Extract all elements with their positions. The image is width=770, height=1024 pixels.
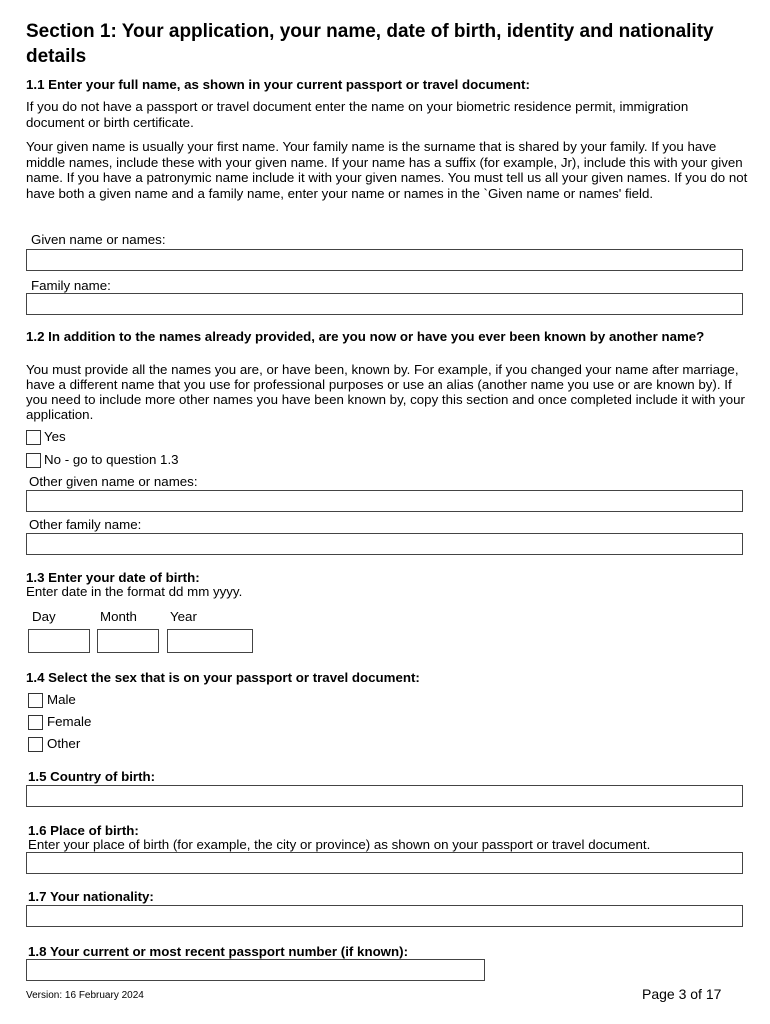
yes-option-label: Yes [44, 429, 66, 444]
other-given-name-label: Other given name or names: [29, 474, 198, 489]
given-name-label: Given name or names: [31, 232, 166, 247]
no-option-label: No - go to question 1.3 [44, 452, 179, 467]
sex-female-checkbox[interactable] [28, 715, 43, 730]
sex-other-checkbox[interactable] [28, 737, 43, 752]
page-number: Page 3 of 17 [642, 986, 722, 1002]
question-1-1-title: 1.1 Enter your full name, as shown in your current passport or travel document: [26, 77, 530, 92]
year-label: Year [170, 609, 197, 624]
nationality-field[interactable] [26, 905, 743, 927]
family-name-label: Family name: [31, 278, 111, 293]
question-1-2-paragraph: You must provide all the names you are, or have been, known by. For example, if you changed your name after marriage, have a different name that you use for professional purposes or use an alias (another name you use or are known by). If you need to include more other names you have been known by, copy this section and once completed include it with your application. [26, 362, 745, 422]
given-name-field[interactable] [26, 249, 743, 271]
question-1-2-title: 1.2 In addition to the names already provided, are you now or have you ever been known by another name? [26, 329, 705, 344]
family-name-field[interactable] [26, 293, 743, 315]
question-1-3-title: 1.3 Enter your date of birth: [26, 570, 200, 585]
section-title: Section 1: Your application, your name, date of birth, identity and nationality details [26, 21, 714, 67]
sex-other-label: Other [47, 736, 81, 751]
question-1-6-title: 1.6 Place of birth: [28, 823, 139, 838]
place-of-birth-field[interactable] [26, 852, 743, 874]
question-1-5-title: 1.5 Country of birth: [28, 769, 156, 784]
country-of-birth-field[interactable] [26, 785, 743, 807]
birth-day-field[interactable] [28, 629, 90, 653]
sex-male-label: Male [47, 692, 76, 707]
known-by-other-name-no-checkbox[interactable] [26, 453, 41, 468]
passport-number-field[interactable] [26, 959, 485, 981]
question-1-7-title: 1.7 Your nationality: [28, 889, 154, 904]
question-1-1-paragraph-1: If you do not have a passport or travel document enter the name on your biometric residence permit, immigration document or birth certificate. [26, 99, 689, 130]
other-given-name-field[interactable] [26, 490, 743, 512]
other-family-name-field[interactable] [26, 533, 743, 555]
other-family-name-label: Other family name: [29, 517, 142, 532]
question-1-1-paragraph-2: Your given name is usually your first name. Your family name is the surname that is shared by your family. If you have middle names, include these with your given name. If your name has a suffix (for example, Jr), include this with your given name. If you have a patronymic name include it with your given names. You must tell us all your given names. If you do not have both a given name and a family name, enter your name or names in the `Given name or names' field. [26, 139, 748, 201]
birth-year-field[interactable] [167, 629, 253, 653]
question-1-8-title: 1.8 Your current or most recent passport number (if known): [28, 944, 409, 959]
day-label: Day [32, 609, 56, 624]
birth-month-field[interactable] [97, 629, 159, 653]
version-text: Version: 16 February 2024 [26, 990, 144, 1001]
month-label: Month [100, 609, 137, 624]
sex-female-label: Female [47, 714, 92, 729]
date-format-hint: Enter date in the format dd mm yyyy. [26, 584, 243, 599]
sex-male-checkbox[interactable] [28, 693, 43, 708]
place-of-birth-hint: Enter your place of birth (for example, the city or province) as shown on your passport or travel document. [28, 837, 651, 852]
known-by-other-name-yes-checkbox[interactable] [26, 430, 41, 445]
question-1-4-title: 1.4 Select the sex that is on your passport or travel document: [26, 670, 420, 685]
